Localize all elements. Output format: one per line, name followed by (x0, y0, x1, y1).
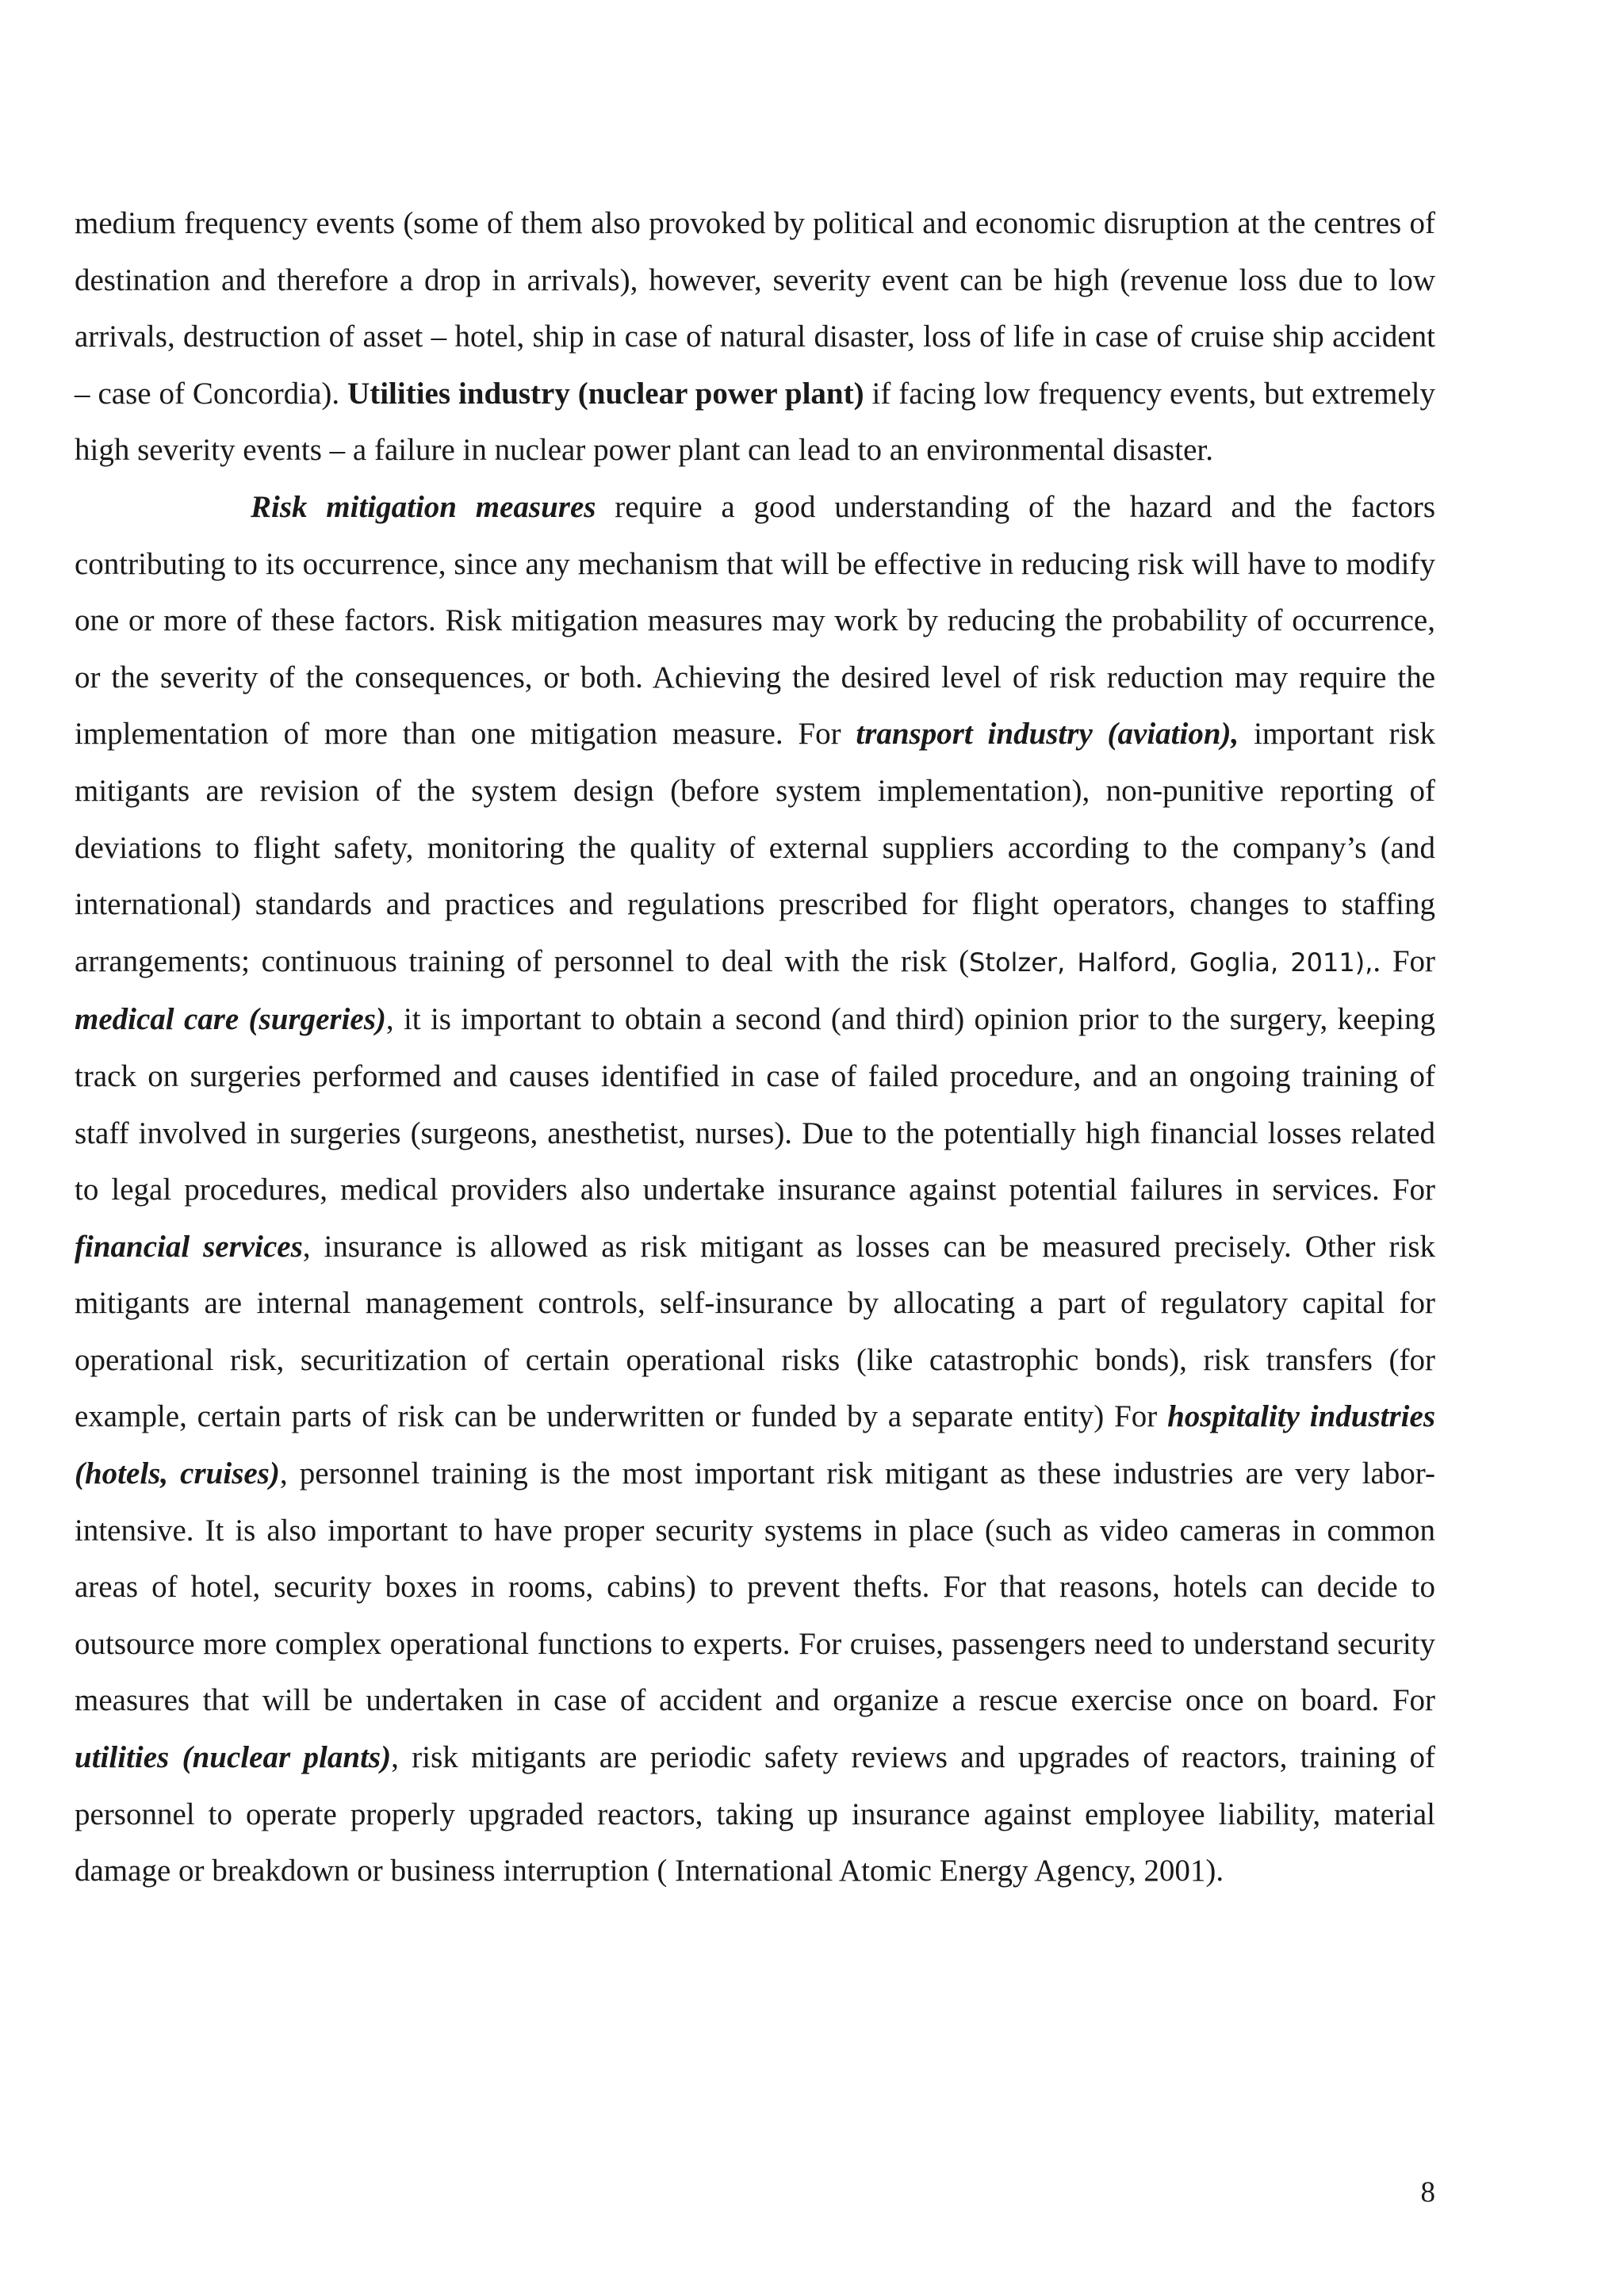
text-run: , it is important to obtain a second (and third) opinion prior to the surgery, keeping track on surgeries performed and causes identified in case of failed procedure, and an ongoing training of staff involved in surgeries (surgeons, anesthetist, nurses). Due to the potentially high financial losses related to legal procedures, medical providers also undertake insurance against potential failures in services. For (75, 1002, 1435, 1207)
text-run: if facing low frequency events, but extremely high severity events – a failure in nuclear power plant can lead to an environmental disaster. (75, 376, 1435, 468)
paragraph-industry-severity (75, 195, 1435, 479)
term-risk-mitigation-measures: Risk mitigation measures (251, 489, 596, 524)
text-run: , risk mitigants are periodic safety reviews and upgrades of reactors, training of personnel to operate properly upgraded reactors, taking up insurance against employee liability, material damage or breakdown or business interruption ( International Atomic Energy Agency, 2001). (75, 1740, 1435, 1888)
text-run: , personnel training is the most important risk mitigant as these industries are very labor-intensive. It is also important to have proper security systems in place (such as video cameras in common areas of hotel, security boxes in rooms, cabins) to prevent thefts. For that reasons, hotels can decide to outsource more complex operational functions to experts. For cruises, passengers need to understand security measures that will be undertaken in case of accident and organize a rescue exercise once on board. For (75, 1456, 1435, 1718)
bold-term-utilities-industry: Utilities industry (nuclear power plant) (347, 376, 864, 411)
paragraph-risk-mitigation (75, 479, 1435, 1900)
term-medical-care: medical care (surgeries) (75, 1002, 386, 1037)
body-text (75, 195, 1435, 1900)
text-run: , insurance is allowed as risk mitigant as losses can be measured precisely. Other risk mitigants are internal management controls, self-insurance by allocating a part of regulatory capital for operational risk, securitization of certain operational risks (like catastrophic bonds), risk transfers (for example, certain parts of risk can be underwritten or funded by a separate entity) For (75, 1229, 1435, 1434)
term-hospitality-industries: hospitality industries (hotels, cruises) (75, 1399, 1435, 1491)
term-transport-industry: transport industry (aviation), (856, 717, 1239, 752)
text-run: important risk mitigants are revision of the system design (before system implementation), non-punitive reporting of deviations to flight safety, monitoring the quality of external suppliers according to the company’s (and international) standards and practices and regulations prescribed for flight operators, changes to staffing arrangements; continuous training of personnel to deal with the risk ( (75, 717, 1435, 978)
term-utilities-nuclear-plants: utilities (nuclear plants) (75, 1740, 392, 1775)
text-run: require a good understanding of the hazard and the factors contributing to its occurrence, since any mechanism that will be effective in reducing risk will have to modify one or more of these factors. Risk mitigation measures may work by reducing the probability of occurrence, or the severity of the consequences, or both. Achieving the desired level of risk reduction may require the implementation of more than one mitigation measure. For (75, 489, 1435, 752)
page-number: 8 (1420, 2176, 1435, 2209)
term-financial-services: financial services (75, 1229, 303, 1264)
citation-stolzer: Stolzer, Halford, Goglia, 2011), (969, 947, 1373, 978)
text-run: medium frequency events (some of them also provoked by political and economic disruption at the centres of destination and therefore a drop in arrivals), however, severity event can be high (revenue loss due to low arrivals, destruction of asset – hotel, ship in case of natural disaster, loss of life in case of cruise ship accident – case of Concordia). (75, 206, 1435, 411)
text-run: . For (1373, 943, 1436, 978)
